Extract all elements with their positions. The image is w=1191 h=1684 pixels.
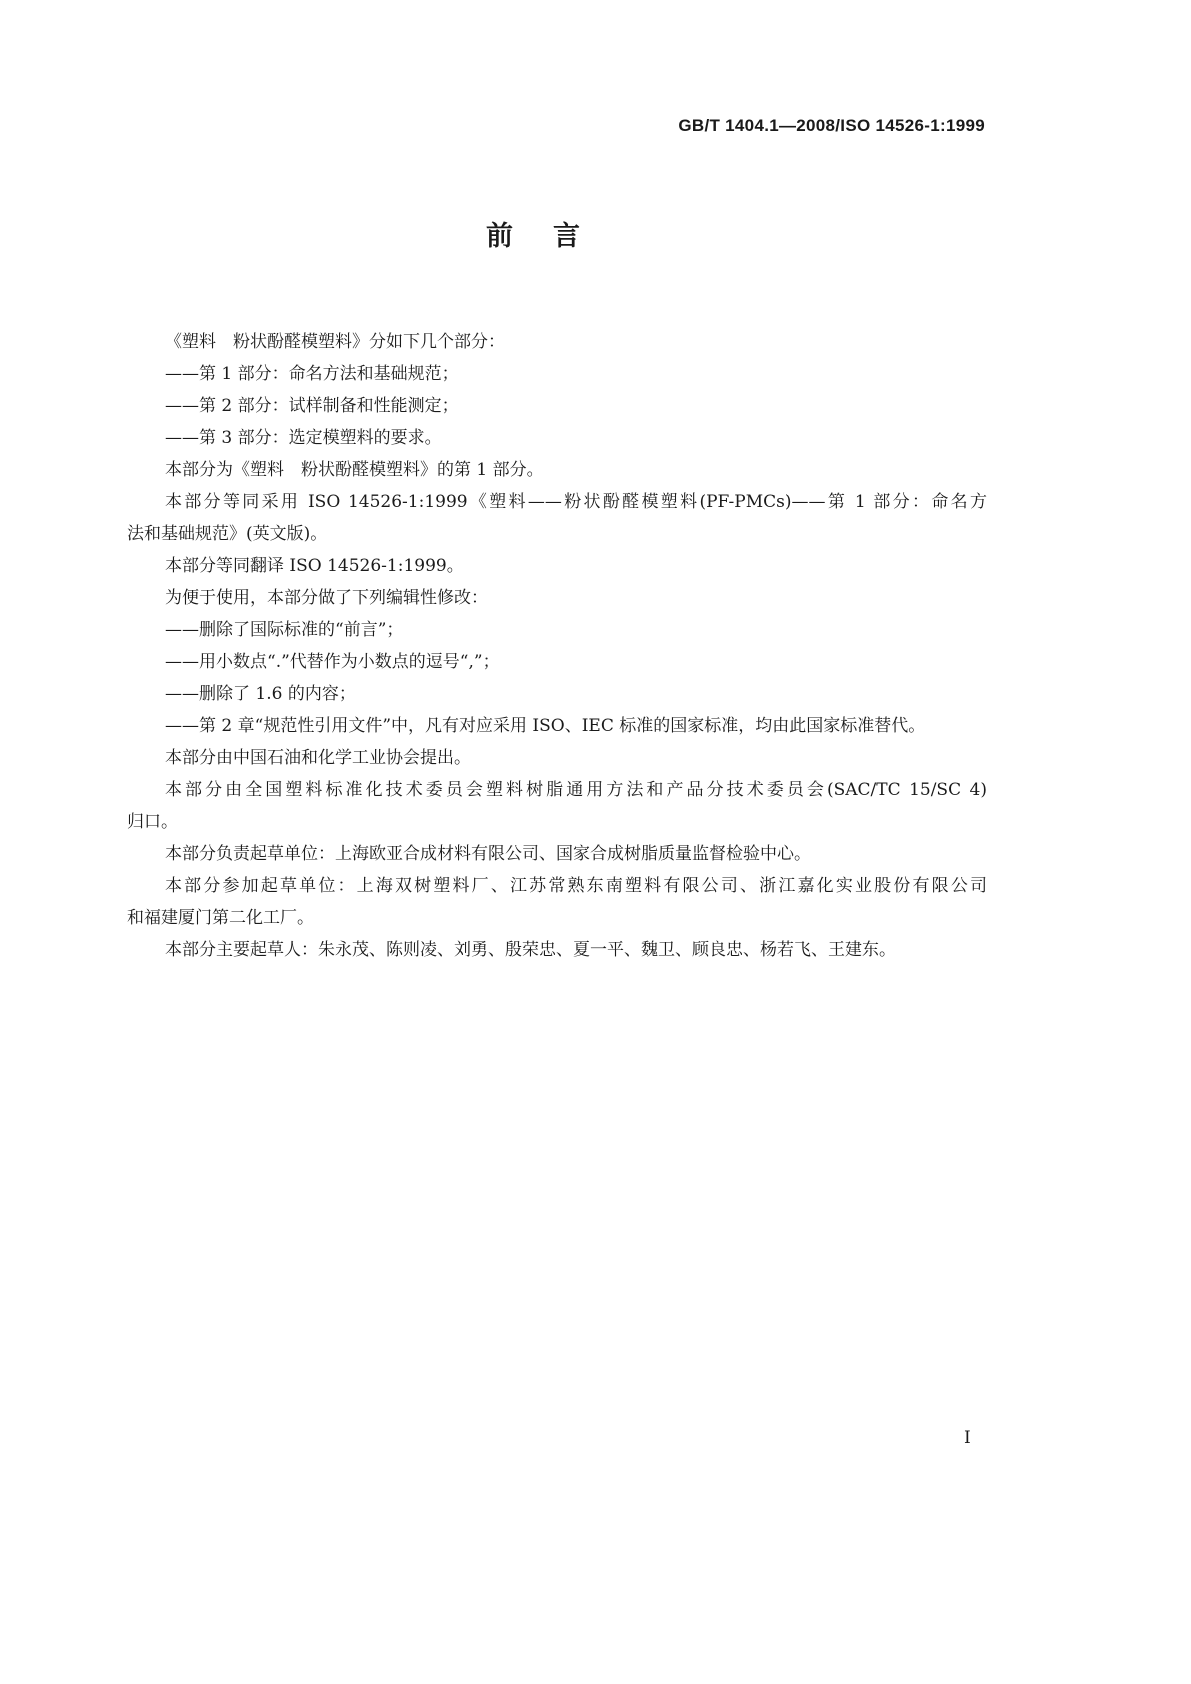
text-line: 本部分负责起草单位：上海欧亚合成材料有限公司、国家合成树脂质量监督检验中心。 xyxy=(165,844,811,864)
text-line: ——第 2 章“规范性引用文件”中，凡有对应采用 ISO、IEC 标准的国家标准，均由此国家标准替代。 xyxy=(165,716,926,736)
text-line: ——删除了国际标准的“前言”； xyxy=(165,620,404,640)
text-line: ——第 1 部分：命名方法和基础规范； xyxy=(165,364,459,384)
text-line: 本部分主要起草人：朱永茂、陈则凌、刘勇、殷荣忠、夏一平、魏卫、顾良忠、杨若飞、王建东。 xyxy=(165,940,896,960)
text-line: ——第 2 部分：试样制备和性能测定； xyxy=(165,396,459,416)
text-line: 为便于使用，本部分做了下列编辑性修改： xyxy=(165,588,488,608)
text-line: 本部分等同采用 ISO 14526-1:1999《塑料——粉状酚醛模塑料(PF-PMCs)——第 1 部分：命名方 xyxy=(165,492,987,512)
text-line: ——第 3 部分：选定模塑料的要求。 xyxy=(165,428,442,448)
text-line: 法和基础规范》(英文版)。 xyxy=(127,524,328,544)
page-title: 前言 xyxy=(486,221,620,252)
text-line: 本部分为《塑料 粉状酚醛模塑料》的第 1 部分。 xyxy=(165,460,544,480)
text-line: 本部分等同翻译 ISO 14526-1:1999。 xyxy=(165,556,464,576)
text-line: 和福建厦门第二化工厂。 xyxy=(127,908,314,928)
standard-code-header: GB/T 1404.1—2008/ISO 14526-1:1999 xyxy=(678,116,985,135)
text-line: ——删除了 1.6 的内容； xyxy=(165,684,356,704)
text-line: 归口。 xyxy=(127,812,178,832)
text-line: 本部分由全国塑料标准化技术委员会塑料树脂通用方法和产品分技术委员会(SAC/TC 15/SC 4) xyxy=(165,780,987,800)
text-line: 本部分参加起草单位：上海双树塑料厂、江苏常熟东南塑料有限公司、浙江嘉化实业股份有限公司 xyxy=(165,876,987,896)
page-number: I xyxy=(964,1428,971,1448)
text-line: 《塑料 粉状酚醛模塑料》分如下几个部分： xyxy=(165,332,505,352)
text-line: 本部分由中国石油和化学工业协会提出。 xyxy=(165,748,471,768)
foreword-body xyxy=(127,326,987,966)
text-line: ——用小数点“.”代替作为小数点的逗号“,”； xyxy=(165,652,500,672)
